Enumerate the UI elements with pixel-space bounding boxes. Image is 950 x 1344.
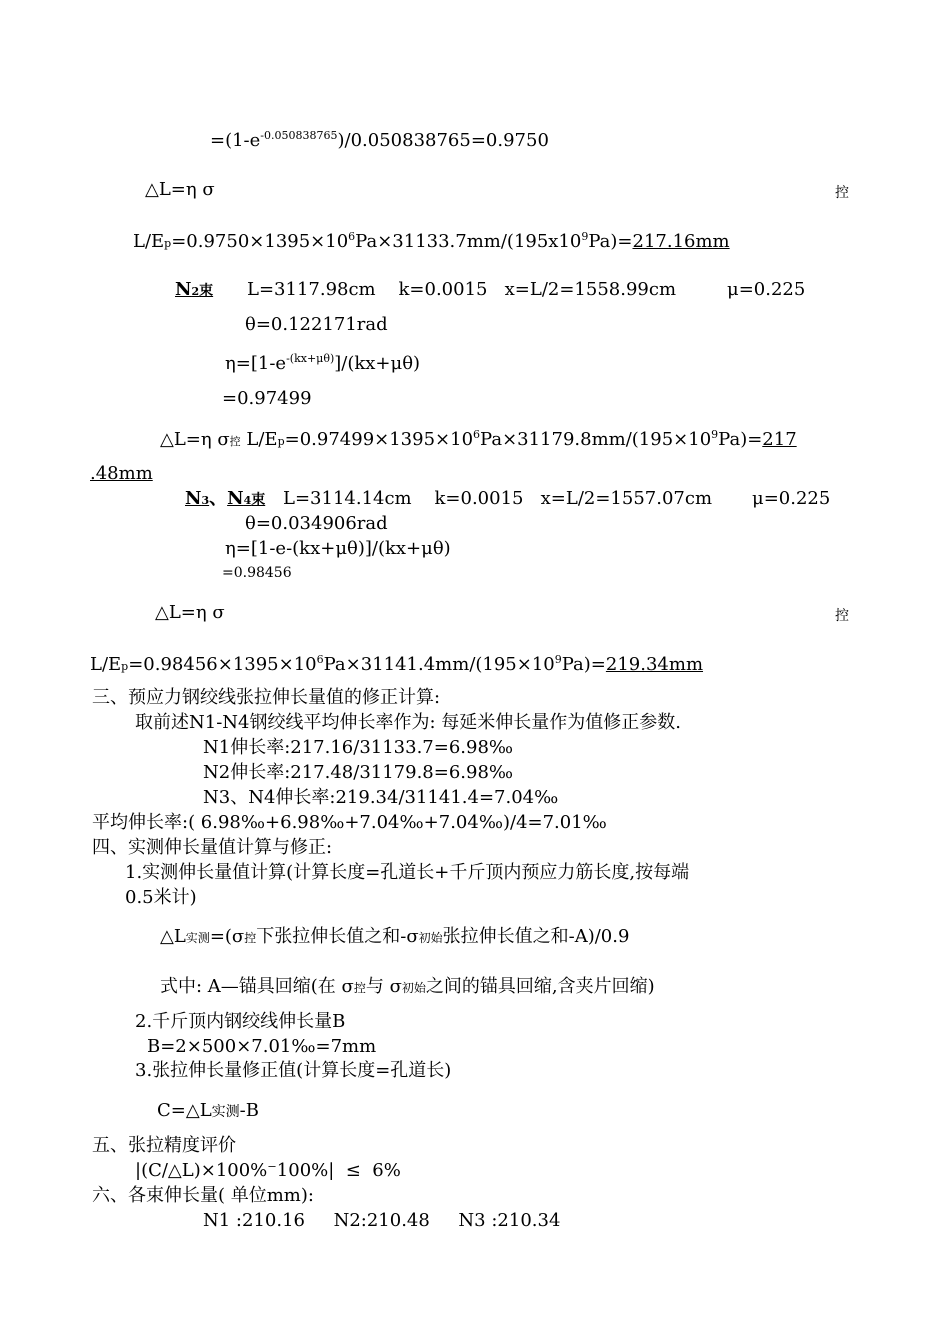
n34-eta-value: =0.98456 — [222, 565, 292, 581]
section-5-title: 五、张拉精度评价 — [92, 1135, 236, 1156]
bundle-elongations: N1 :210.16 N2:210.48 N3 :210.34 — [203, 1210, 561, 1231]
n2-heading: N2束 — [175, 279, 214, 300]
average-rate: 平均伸长率:( 6.98‰+6.98‰+7.04‰+7.04‰)/4=7.01‰ — [92, 812, 607, 833]
n34-params: L=3114.14cm k=0.0015 x=L/2=1557.07cm — [283, 488, 713, 509]
kong-label-n1: 控 — [835, 185, 849, 201]
n2-theta: θ=0.122171rad — [245, 314, 388, 335]
item-1-line-1: 1.实测伸长量值计算(计算长度=孔道长+千斤顶内预应力筋长度,按每端 — [125, 862, 690, 883]
item-1-line-2: 0.5米计) — [125, 887, 197, 908]
section-4-title: 四、实测伸长量值计算与修正: — [92, 837, 333, 858]
n2-eta-value: =0.97499 — [222, 388, 312, 409]
measured-elongation-formula: △L实测=(σ控下张拉伸长值之和-σ初始张拉伸长值之和-A)/0.9 — [160, 926, 630, 947]
n1-elongation-formula: $L/Ep=0.9750\times 1395\times 10^6Pa\times 31133.7mm/(195x10^9Pa)=217.16mm$ — [133, 230, 730, 252]
n34-heading: N3、N4束 — [185, 488, 266, 509]
n34-eta-formula: η=[1-e-(kx+μθ)]/(kx+μθ) — [225, 538, 451, 559]
formula-note: 式中: A—锚具回缩(在 σ控与 σ初始之间的锚具回缩,含夹片回缩) — [160, 976, 655, 997]
n2-mu: μ=0.225 — [727, 279, 806, 300]
n2-params: L=3117.98cm k=0.0015 x=L/2=1558.99cm — [247, 279, 677, 300]
n34-theta: θ=0.034906rad — [245, 513, 388, 534]
precision-criterion: |(C/△L)×100%⁻100%| ≤ 6% — [135, 1160, 401, 1181]
kong-label-n34: 控 — [835, 608, 849, 624]
eta-result-line: $=(1-e^{-0.050838765})/0.050838765=0.9750$ — [210, 129, 549, 151]
n34-mu: μ=0.225 — [752, 488, 831, 509]
n34-elongation-formula: $L/Ep=0.98456\times 1395\times 10^6Pa\times 31141.4mm/(195\times 10^9Pa)=219.34mm$ — [90, 653, 704, 675]
delta-l-n1: △L=η σ — [145, 179, 215, 200]
delta-l-n34: △L=η σ — [155, 602, 225, 623]
section-3-intro: 取前述N1-N4钢绞线平均伸长率作为: 每延米伸长量作为值修正参数. — [135, 712, 681, 733]
n2-eta-formula: $\eta=[1-e^{-(kx+\mu\theta)}]/(kx+\mu\theta)$ — [225, 352, 421, 374]
n2-elongation-formula: △L=η σ控 $L/Ep=0.97499\times 1395\times 10^6Pa\times 31179.8mm/(195\times 10^9Pa)=217$ — [160, 428, 797, 450]
n2-rate: N2伸长率:217.48/31179.8=6.98‰ — [203, 762, 514, 783]
n34-rate: N3、N4伸长率:219.34/31141.4=7.04‰ — [203, 787, 559, 808]
n2-elongation-result-wrap: .48mm — [90, 463, 153, 484]
item-2-equation: B=2×500×7.01‰=7mm — [147, 1036, 377, 1057]
section-6-title: 六、各束伸长量( 单位mm): — [92, 1185, 314, 1206]
section-3-title: 三、预应力钢绞线张拉伸长量值的修正计算: — [92, 687, 441, 708]
item-3: 3.张拉伸长量修正值(计算长度=孔道长) — [135, 1060, 452, 1081]
item-3-equation: C=△L实测-B — [157, 1100, 259, 1121]
item-2: 2.千斤顶内钢绞线伸长量B — [135, 1011, 346, 1032]
n1-rate: N1伸长率:217.16/31133.7=6.98‰ — [203, 737, 514, 758]
